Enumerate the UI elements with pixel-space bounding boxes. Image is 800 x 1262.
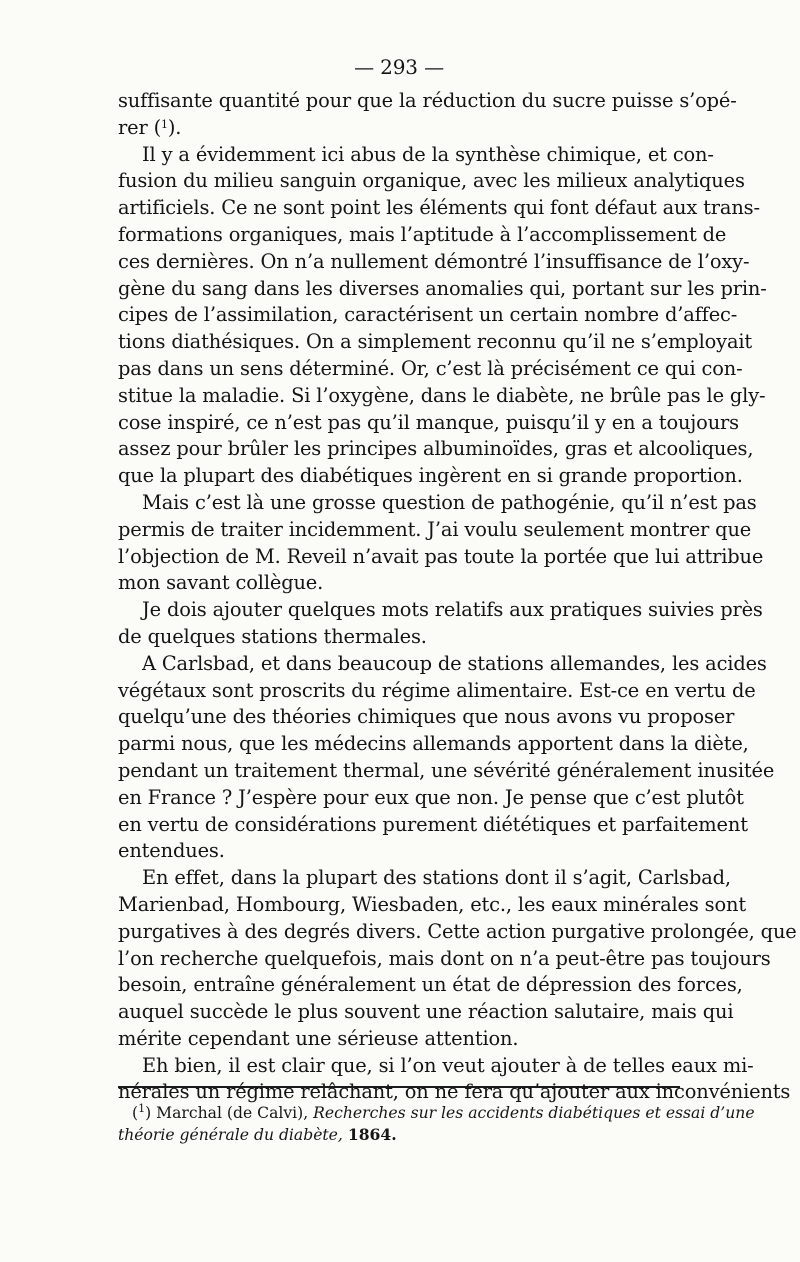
page-body: [118, 52, 797, 1106]
text-line: Il y a évidemment ici abus de la synthèse chimique, et con-: [142, 142, 714, 166]
text-line: purgatives à des degrés divers. Cette action purgative prolongée, que: [118, 919, 797, 943]
footnote-reference: 1: [161, 117, 168, 131]
text-line: en vertu de considérations purement diététiques et parfaitement: [118, 812, 748, 836]
text-line: fusion du milieu sanguin organique, avec les milieux analytiques: [118, 169, 745, 193]
footnote-line-1: [118, 1102, 755, 1124]
text-line: gène du sang dans les diverses anomalies qui, portant sur les prin-: [118, 276, 767, 300]
page-number: — 293 —: [354, 55, 444, 79]
text-line: En effet, dans la plupart des stations dont il s’agit, Carlsbad,: [142, 866, 731, 890]
text-line: entendues.: [118, 839, 225, 863]
text-line: formations organiques, mais l’aptitude à l’accomplissement de: [118, 222, 727, 246]
text-line: végétaux sont proscrits du régime alimentaire. Est-ce en vertu de: [118, 678, 756, 702]
footnote-rule: [118, 1086, 680, 1088]
footnote-title-part1: Recherches sur les accidents diabétiques et essai d’une: [313, 1104, 755, 1122]
text-line: pendant un traitement thermal, une sévérité généralement inusitée: [118, 758, 775, 782]
text-line: mérite cependant une sérieuse attention.: [118, 1026, 519, 1050]
text-line: stitue la maladie. Si l’oxygène, dans le diabète, ne brûle pas le gly-: [118, 383, 766, 407]
text-line: permis de traiter incidemment. J’ai voulu seulement montrer que: [118, 517, 752, 541]
text-line: artificiels. Ce ne sont point les éléments qui font défaut aux trans-: [118, 196, 760, 220]
text-line: cipes de l’assimilation, caractérisent un certain nombre d’affec-: [118, 303, 738, 327]
body-text: [118, 88, 797, 1106]
text-line: nérales un régime relâchant, on ne fera qu’ajouter aux inconvénients: [118, 1080, 791, 1104]
text-line: l’objection de M. Reveil n’avait pas toute la portée que lui attribue: [118, 544, 764, 568]
text-line: Eh bien, il est clair que, si l’on veut ajouter à de telles eaux mi-: [142, 1053, 754, 1077]
text-line: en France ? J’espère pour eux que non. Je pense que c’est plutôt: [118, 785, 744, 809]
text-line: A Carlsbad, et dans beaucoup de stations allemandes, les acides: [142, 651, 767, 675]
text-line: tions diathésiques. On a simplement reconnu qu’il ne s’employait: [118, 330, 753, 354]
text-line: quelqu’une des théories chimiques que nous avons vu proposer: [118, 705, 735, 729]
text-line: que la plupart des diabétiques ingèrent en si grande proportion.: [118, 464, 743, 488]
text-line: suffisante quantité pour que la réduction du sucre puisse s’opé-: [118, 89, 737, 112]
text-line: l’on recherche quelquefois, mais dont on n’a peut-être pas toujours: [118, 946, 771, 970]
text-line: de quelques stations thermales.: [118, 624, 427, 648]
footnote-title-part2: théorie générale du diabète,: [118, 1126, 343, 1144]
footnote: [118, 1102, 755, 1146]
text-line: pas dans un sens déterminé. Or, c’est là précisément ce qui con-: [118, 356, 743, 380]
text-line: besoin, entraîne généralement un état de dépression des forces,: [118, 973, 743, 997]
text-line: ces dernières. On n’a nullement démontré l’insuffisance de l’oxy-: [118, 249, 750, 273]
footnote-author: Marchal (de Calvi),: [156, 1104, 309, 1122]
text-line: rer ($^1$).: [118, 115, 182, 139]
text-line: mon savant collègue.: [118, 571, 324, 595]
text-line: assez pour brûler les principes albuminoïdes, gras et alcooliques,: [118, 437, 754, 461]
footnote-marker: ($^1$): [132, 1102, 152, 1122]
footnote-line-2: [118, 1124, 680, 1146]
text-line: Mais c’est là une grosse question de pathogénie, qu’il n’est pas: [142, 490, 757, 514]
text-line: cose inspiré, ce n’est pas qu’il manque, puisqu’il y en a toujours: [118, 410, 739, 434]
footnote-year: 1864.: [347, 1125, 397, 1144]
text-line: Je dois ajouter quelques mots relatifs aux pratiques suivies près: [142, 598, 763, 622]
text-line: parmi nous, que les médecins allemands apportent dans la diète,: [118, 732, 749, 756]
text-line: auquel succède le plus souvent une réaction salutaire, mais qui: [118, 1000, 734, 1024]
text-line: Marienbad, Hombourg, Wiesbaden, etc., les eaux minérales sont: [118, 892, 746, 916]
